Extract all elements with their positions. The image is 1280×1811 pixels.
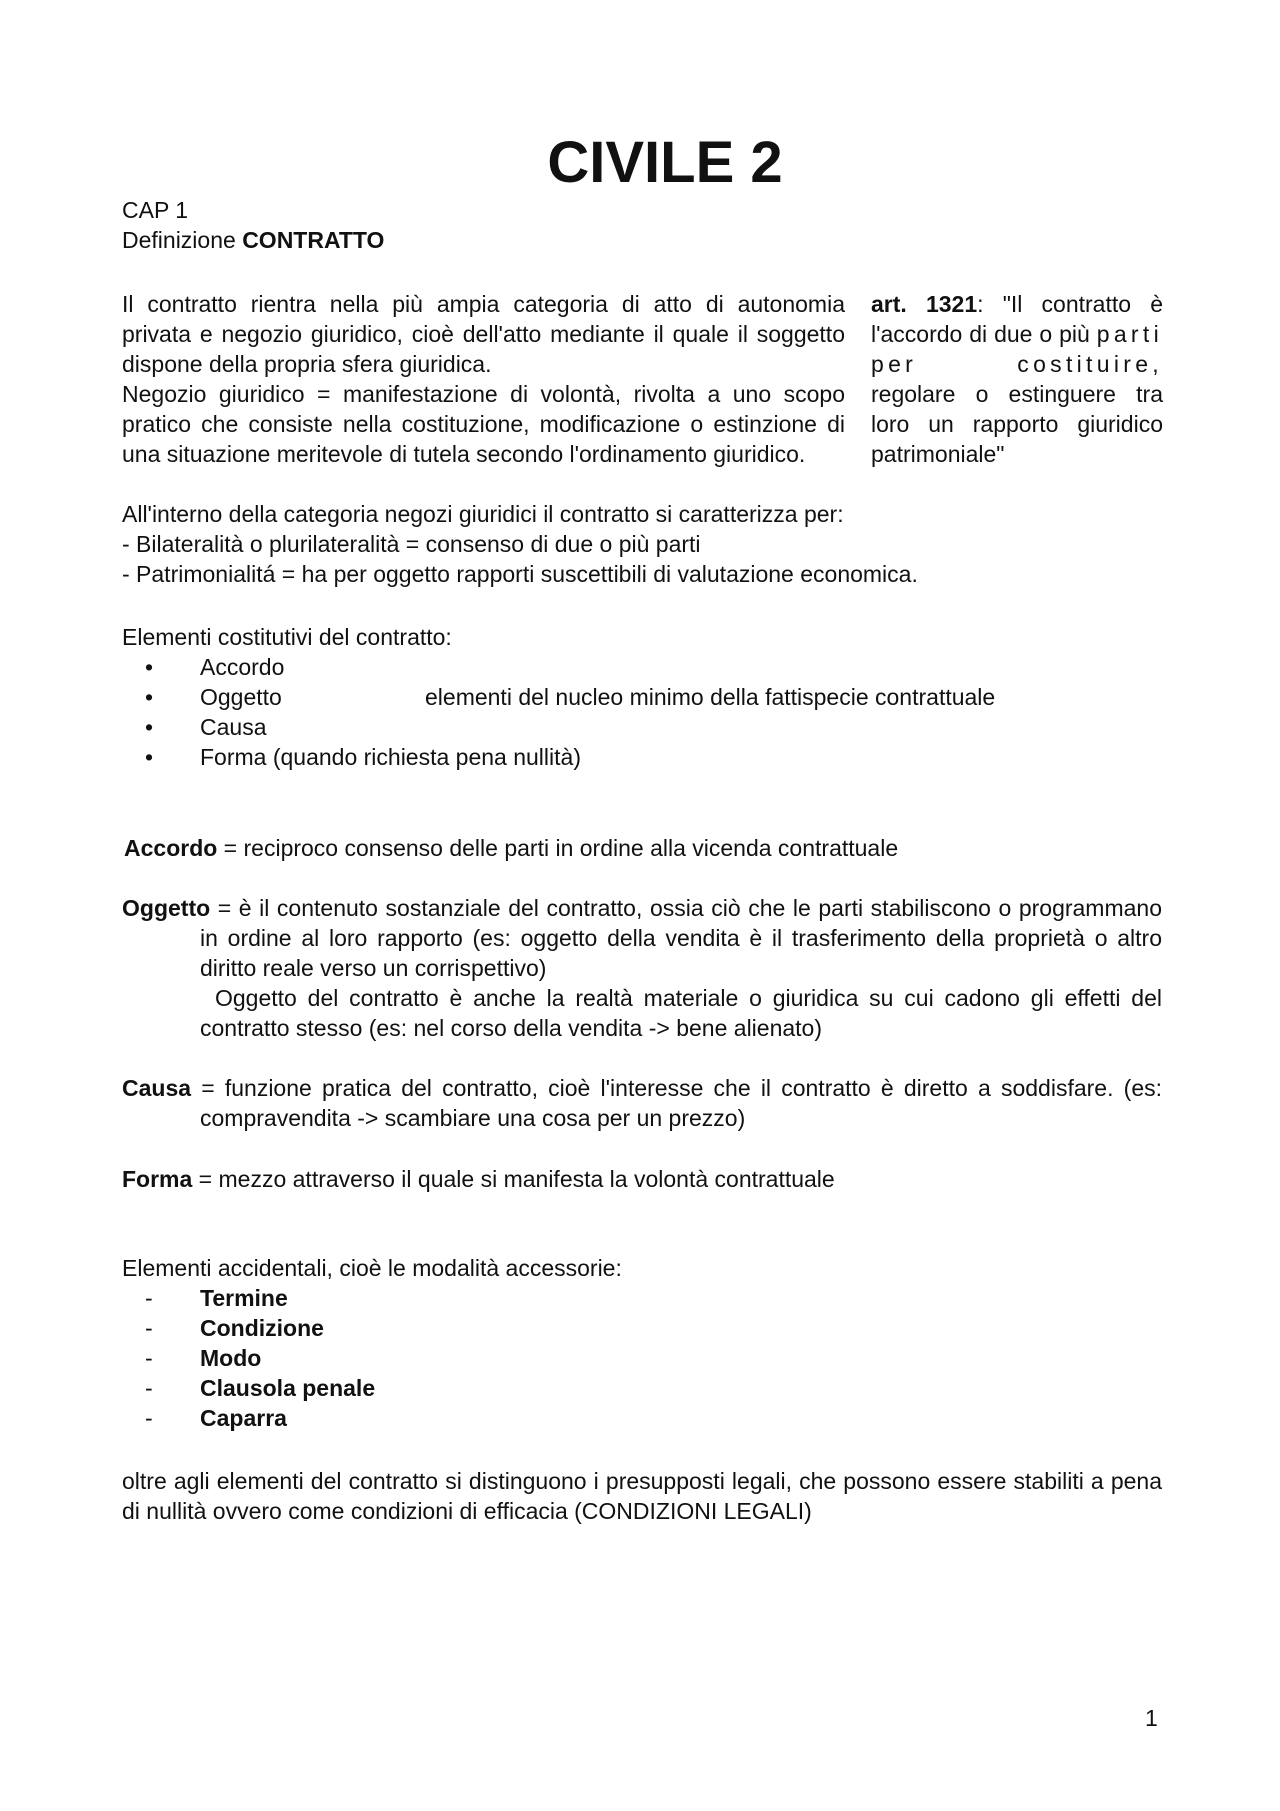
definition-prefix: Definizione	[122, 227, 243, 253]
list-item: - Caparra	[145, 1405, 287, 1431]
page-title: CIVILE 2	[547, 130, 783, 195]
dash-icon: -	[145, 1315, 153, 1341]
characteristics-section	[122, 499, 1172, 589]
list-item: - Clausola penale	[145, 1375, 376, 1401]
bullet-icon: •	[145, 714, 154, 740]
article-text-b: regolare o estinguere tra loro un rapporto giuridico patrimoniale"	[871, 381, 1163, 467]
dash-icon: -	[145, 1345, 153, 1371]
bullet-icon: •	[145, 684, 154, 710]
bullet-icon: •	[145, 744, 154, 770]
list-item: • Causa	[145, 714, 267, 740]
definition-heading	[122, 225, 384, 255]
intro-paragraph-2: Negozio giuridico = manifestazione di volontà, rivolta a uno scopo pratico che consiste nella costituzione, modificazione o estinzione di una situazione meritevole di tutela secondo l'ordinamento giuridico.	[122, 381, 845, 467]
list-item: • Accordo	[145, 654, 285, 680]
definition-accordo: Accordo = reciproco consenso delle parti in ordine alla vicenda contrattuale	[124, 835, 899, 861]
bullet-icon: •	[145, 654, 154, 680]
intro-text	[122, 289, 845, 469]
accidental-lead: Elementi accidentali, cioè le modalità accessorie:	[122, 1255, 622, 1281]
dash-icon: -	[145, 1375, 153, 1401]
closing-paragraph: oltre agli elementi del contratto si distinguono i presupposti legali, che possono essere stabiliti a pena di nullità ovvero come condizioni di efficacia (CONDIZIONI LEGALI)	[122, 1468, 1162, 1524]
elements-aside-note: elementi del nucleo minimo della fattispecie contrattuale	[425, 684, 996, 710]
page-number: 1	[1145, 1705, 1158, 1731]
characteristics-item: - Bilateralità o plurilateralità = consenso di due o più parti	[122, 531, 701, 557]
list-item: • Forma (quando richiesta pena nullità)	[145, 744, 581, 770]
article-label: art. 1321	[871, 291, 978, 317]
accidental-elements-section	[122, 1253, 1172, 1433]
list-item: - Termine	[145, 1285, 288, 1311]
list-item: • Oggetto elementi del nucleo minimo della fattispecie contrattuale	[145, 684, 996, 710]
list-item: - Modo	[145, 1345, 262, 1371]
definition-causa: Causa = funzione pratica del contratto, cioè l'interesse che il contratto è diretto a soddisfare. (es: compravendita -> scambiare una cosa per un prezzo)	[122, 1075, 1162, 1131]
article-text-a: : "Il contratto è l'accordo di due o più	[871, 291, 1163, 347]
article-text-spaced: parti per costituire,	[871, 321, 1163, 377]
intro-paragraph-1: Il contratto rientra nella più ampia categoria di atto di autonomia privata e negozio giuridico, cioè dell'atto mediante il quale il soggetto dispone della propria sfera giuridica.	[122, 291, 845, 377]
definition-term: CONTRATTO	[242, 227, 385, 253]
characteristics-item: - Patrimonialitá = ha per oggetto rapporti suscettibili di valutazione economica.	[122, 561, 918, 587]
list-item: - Condizione	[145, 1315, 324, 1341]
dash-icon: -	[145, 1285, 153, 1311]
characteristics-lead: All'interno della categoria negozi giuridici il contratto si caratterizza per:	[122, 501, 844, 527]
article-side-note	[871, 289, 1163, 469]
dash-icon: -	[145, 1405, 153, 1431]
elements-lead: Elementi costitutivi del contratto:	[122, 624, 452, 650]
constitutive-elements-section	[122, 622, 1172, 772]
definition-forma: Forma = mezzo attraverso il quale si manifesta la volontà contrattuale	[122, 1166, 835, 1192]
chapter-label: CAP 1	[122, 197, 189, 223]
definition-oggetto: Oggetto = è il contenuto sostanziale del contratto, ossia ciò che le parti stabiliscono o programmano in ordine al loro rapporto (es: oggetto della vendita è il trasferimento della proprietà o altro diritto reale verso un corrispettivo) Oggetto del contratto è anche la realtà materiale o giuridica su cui cadono gli effetti del contratto stesso (es: nel corso della vendita -> bene alienato)	[122, 895, 1162, 1041]
